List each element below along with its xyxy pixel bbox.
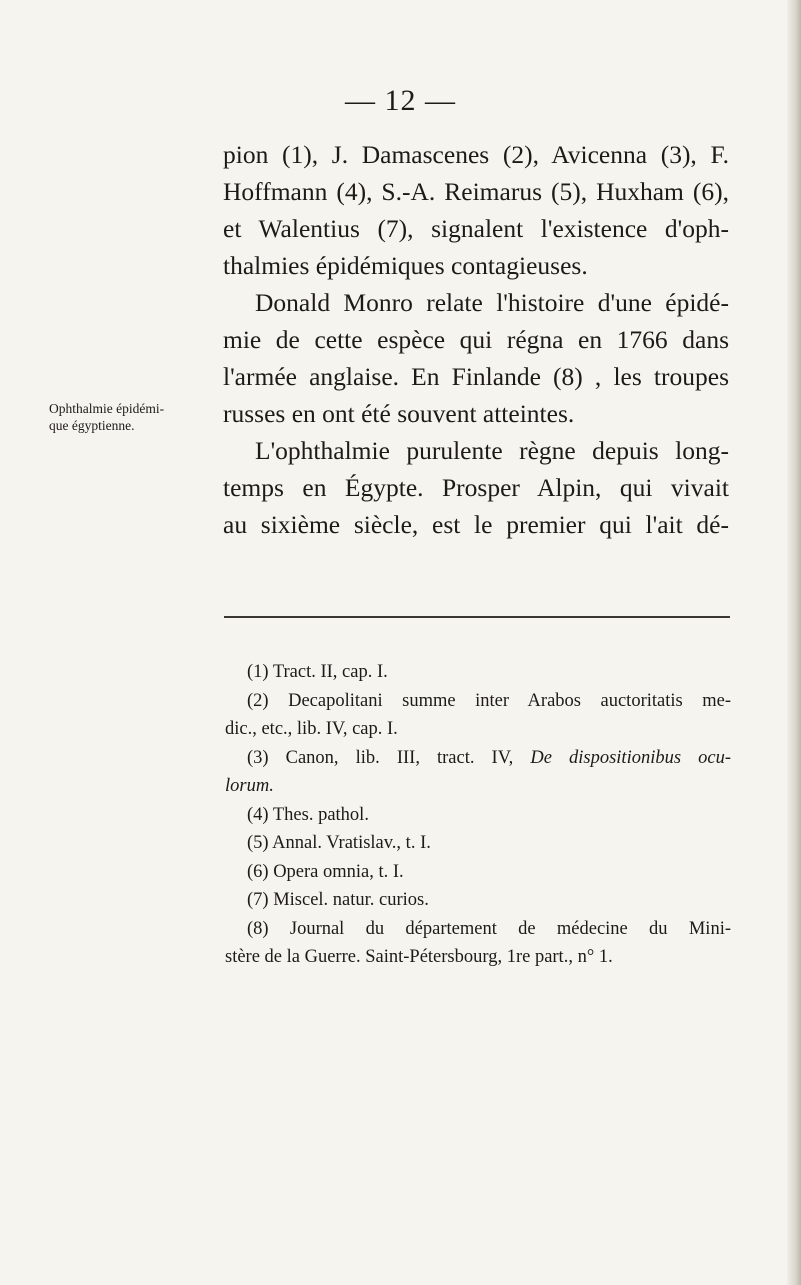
body-line-2: Hoffmann (4), S.-A. Reimarus (5), Huxham (6),: [223, 177, 729, 206]
footnote-8-line-1: (8) Journal du département de médecine du Mini-: [247, 918, 731, 939]
margin-note: [49, 400, 219, 434]
body-line-5: Donald Monro relate l'histoire d'une épidé-: [255, 288, 729, 317]
footnote-5: (5) Annal. Vratislav., t. I.: [247, 833, 431, 853]
body-line-1: pion (1), J. Damascenes (2), Avicenna (3), F.: [223, 140, 729, 169]
body-line-8: russes en ont été souvent atteintes.: [223, 399, 575, 428]
footnotes: [225, 658, 731, 972]
footnote-1: (1) Tract. II, cap. I.: [247, 662, 388, 682]
page-edge: [787, 0, 801, 1285]
footnote-3-line-1: [225, 744, 731, 773]
margin-note-line-2: que égyptienne.: [49, 418, 135, 433]
body-line-6: mie de cette espèce qui régna en 1766 dans: [223, 325, 729, 354]
body-text: [223, 136, 729, 543]
footnote-rule: [224, 616, 730, 618]
body-line-10: temps en Égypte. Prosper Alpin, qui vivait: [223, 473, 729, 502]
body-line-4: thalmies épidémiques contagieuses.: [223, 251, 588, 280]
footnote-2-line-2: dic., etc., lib. IV, cap. I.: [225, 719, 398, 739]
body-line-7: l'armée anglaise. En Finlande (8) , les troupes: [223, 362, 729, 391]
footnote-4: (4) Thes. pathol.: [247, 804, 369, 825]
footnote-6: (6) Opera omnia, t. I.: [247, 861, 404, 882]
footnote-2-line-1: (2) Decapolitani summe inter Arabos auctoritatis me-: [247, 690, 731, 711]
footnote-3-italic: De dispositionibus ocu-: [530, 747, 731, 768]
body-line-11: au sixième siècle, est le premier qui l'ait dé-: [223, 510, 729, 539]
footnote-7: (7) Miscel. natur. curios.: [247, 890, 429, 910]
footnote-3-text: (3) Canon, lib. III, tract. IV,: [247, 747, 514, 768]
body-line-9: L'ophthalmie purulente règne depuis long-: [255, 436, 729, 465]
body-line-3: et Walentius (7), signalent l'existence d'oph-: [223, 214, 729, 243]
footnote-8-line-2: stère de la Guerre. Saint-Pétersbourg, 1re part., n° 1.: [225, 947, 613, 967]
footnote-3-italic-end: lorum.: [225, 776, 274, 796]
footnote-3-line-2: [225, 772, 731, 801]
page-number: — 12 —: [345, 84, 456, 117]
margin-note-line-1: Ophthalmie épidémi-: [49, 401, 165, 416]
